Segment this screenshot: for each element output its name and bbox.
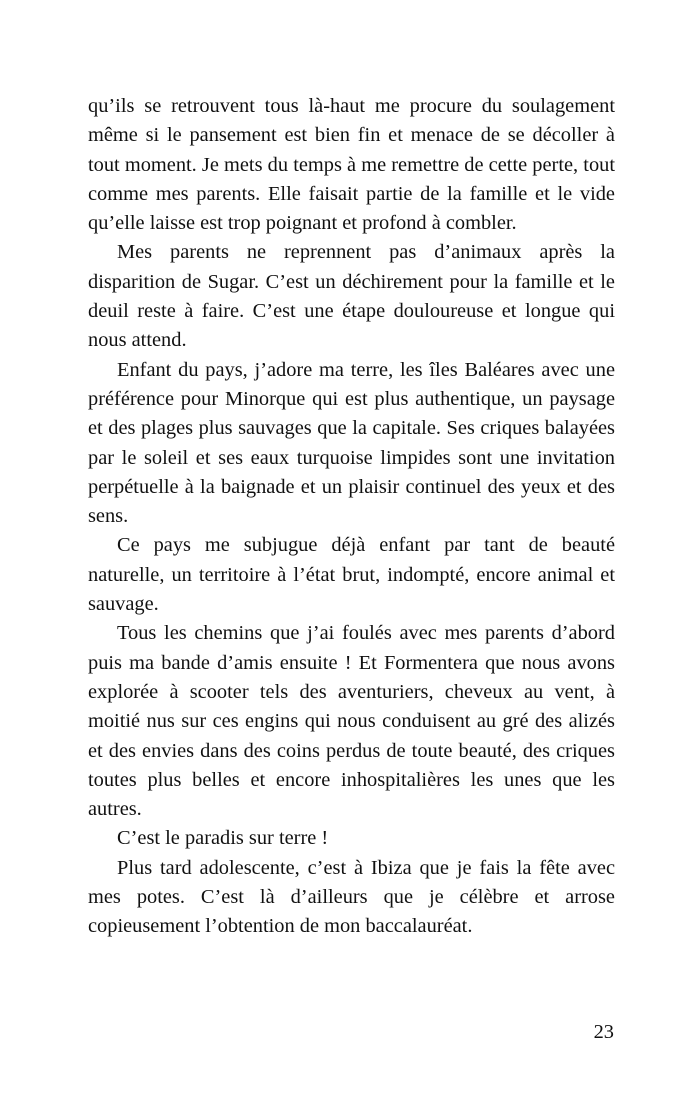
paragraph-chemins: Tous les chemins que j’ai foulés avec mes parents d’abord puis ma bande d’amis ensuite ! Et Formentera que nous avons explorée à scooter tels des aventuriers, cheveux au vent, à moitié nus sur ces engins qui nous conduisent au gré des alizés et des envies dans des coins perdus de toute beauté, des criques toutes plus belles et encore inhospitalières les unes que les autres. [88, 622, 615, 821]
page-number: 23 [593, 1021, 614, 1043]
paragraph-pays: Ce pays me subjugue déjà enfant par tant de beauté naturelle, un territoire à l’état brut, indompté, encore animal et sauvage. [88, 534, 615, 616]
paragraph-baleares: Enfant du pays, j’adore ma terre, les îles Baléares avec une préférence pour Minorque qui est plus authentique, un paysage et des plages plus sauvages que la capitale. Ses criques balayées par le soleil et ses eaux turquoise limpides sont une invitation perpétuelle à la baignade et un plaisir continuel des yeux et des sens. [88, 358, 615, 528]
paragraph-ibiza: Plus tard adolescente, c’est à Ibiza que je fais la fête avec mes potes. C’est là d’ailleurs que je célèbre et arrose copieusement l’obtention de mon baccalauréat. [88, 856, 615, 938]
paragraph-sugar: Mes parents ne reprennent pas d’animaux après la disparition de Sugar. C’est un déchirement pour la famille et le deuil reste à faire. C’est une étape douloureuse et longue qui nous attend. [88, 241, 615, 352]
paragraph-paradis: C’est le paradis sur terre ! [117, 827, 329, 850]
paragraph-continuation: qu’ils se retrouvent tous là-haut me procure du soulagement même si le pansement est bien fin et menace de se décoller à tout moment. Je mets du temps à me remettre de cette perte, tout comme mes parents. Elle faisait partie de la famille et le vide qu’elle laisse est trop poignant et profond à combler. [88, 95, 615, 235]
page-body [88, 92, 615, 942]
